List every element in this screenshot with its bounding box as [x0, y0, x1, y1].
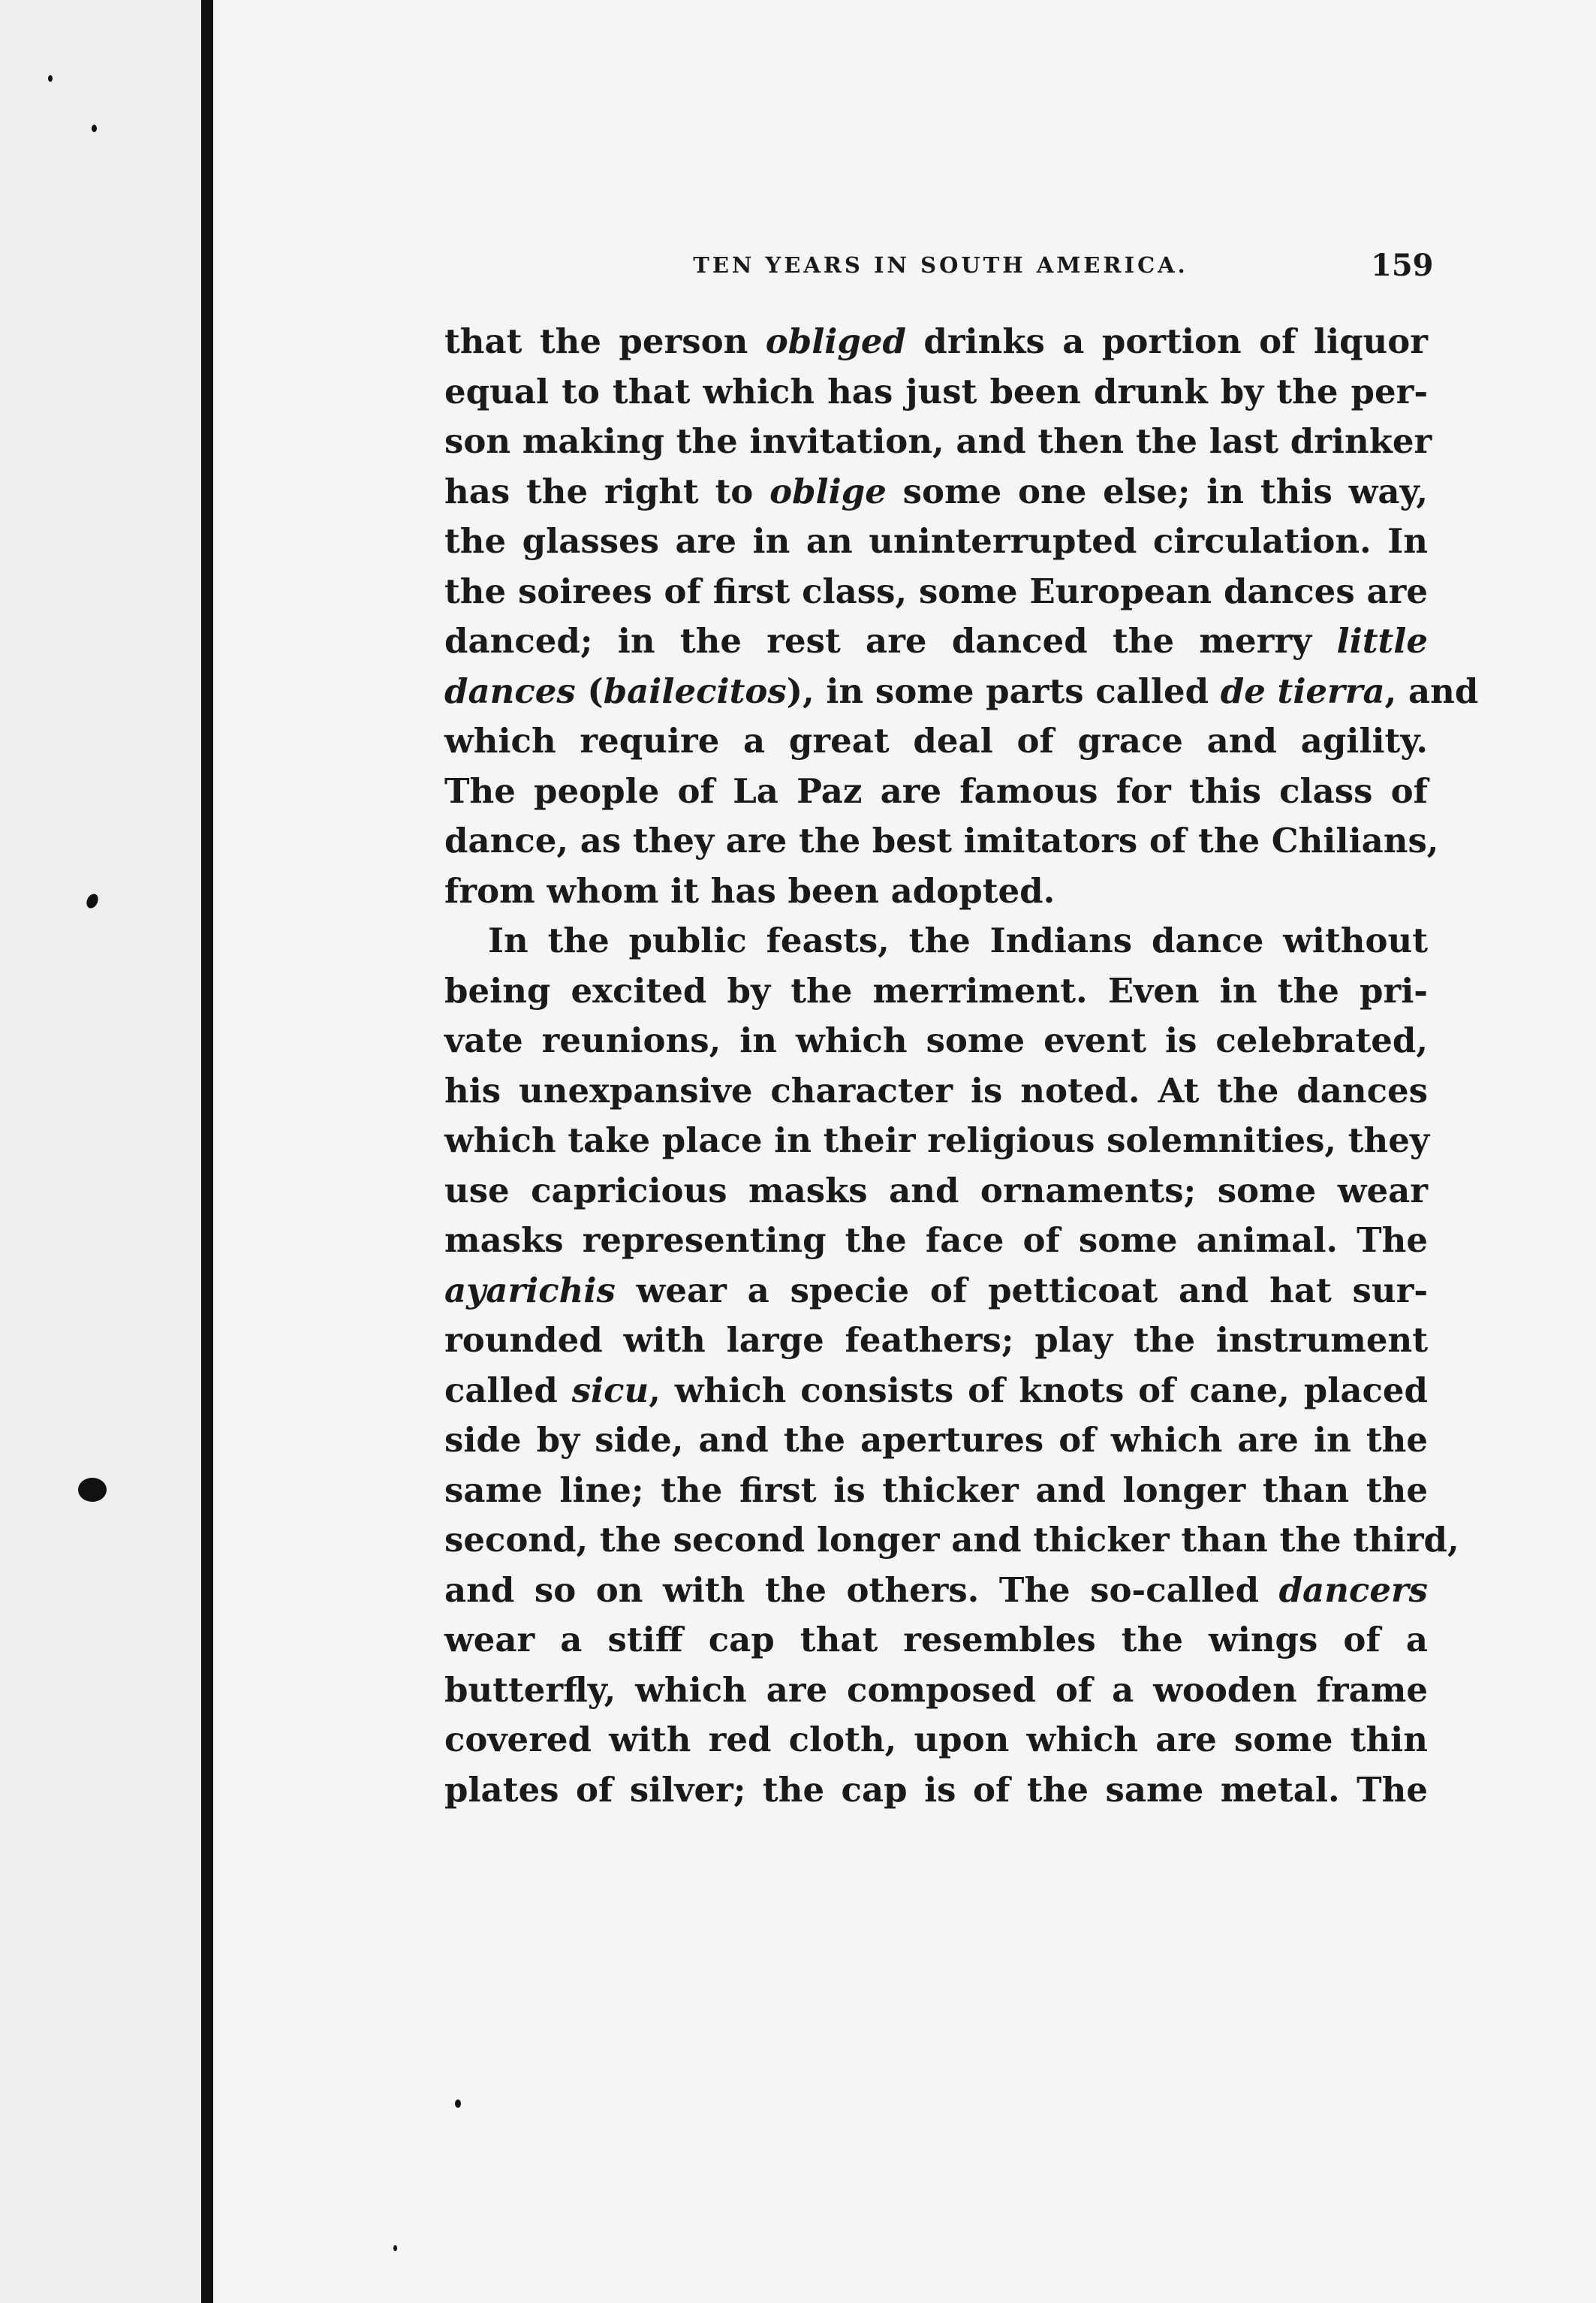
text-run: second, the second longer and thicker than the third, — [444, 1520, 1459, 1560]
text-run: son making the invitation, and then the last drinker — [444, 421, 1432, 461]
text-line — [444, 1216, 1428, 1266]
text-run: called — [444, 1370, 572, 1410]
ink-speck — [393, 2245, 397, 2251]
text-run: plates of silver; the cap is of the same metal. The — [444, 1769, 1428, 1810]
text-line — [444, 716, 1428, 767]
text-line — [444, 1615, 1428, 1665]
text-line — [444, 1715, 1428, 1765]
ink-speck — [78, 1478, 107, 1502]
text-run: vate reunions, in which some event is celebrated, — [444, 1020, 1428, 1060]
text-run: rounded with large feathers; play the instrument — [444, 1320, 1428, 1360]
text-line — [444, 1765, 1428, 1816]
italic-term: oblige — [769, 471, 887, 511]
text-run: equal to that which has just been drunk by the per- — [444, 371, 1428, 411]
text-run: his unexpansive character is noted. At the dances — [444, 1070, 1428, 1111]
text-line — [444, 1566, 1428, 1616]
text-line — [444, 1466, 1428, 1516]
text-line — [444, 667, 1479, 717]
text-run: ( — [575, 671, 604, 711]
text-run: the soirees of first class, some European dances are — [444, 571, 1428, 611]
italic-term: sicu — [571, 1370, 649, 1410]
text-line — [444, 317, 1428, 367]
text-line — [444, 1066, 1428, 1117]
body-text — [444, 317, 1479, 1815]
text-run: some one else; in this way, — [886, 471, 1428, 511]
ink-speck — [48, 75, 53, 82]
text-run: and so on with the others. The so-called — [444, 1569, 1279, 1610]
text-line — [444, 816, 1439, 867]
text-line — [444, 767, 1428, 817]
page-number: 159 — [1371, 248, 1434, 283]
text-run: being excited by the merriment. Even in the pri- — [444, 970, 1428, 1011]
text-line — [444, 1366, 1428, 1416]
italic-term: ayarichis — [444, 1270, 616, 1310]
text-run: masks representing the face of some animal. The — [444, 1220, 1428, 1260]
text-run: wear a specie of petticoat and hat sur- — [615, 1270, 1428, 1310]
text-run: ), in some parts called — [786, 671, 1221, 711]
text-line — [444, 1665, 1428, 1716]
text-run: which take place in their religious solemnities, they — [444, 1120, 1430, 1160]
text-line — [444, 1166, 1428, 1216]
text-line — [444, 916, 1428, 966]
text-run: use capricious masks and ornaments; some wear — [444, 1170, 1428, 1210]
text-line — [444, 467, 1428, 517]
text-run: drinks a portion of liquor — [905, 321, 1428, 361]
text-run: , and — [1384, 671, 1479, 711]
text-run: , which consists of knots of cane, placed — [649, 1370, 1428, 1410]
text-run: that the person — [444, 321, 766, 361]
text-run: side by side, and the apertures of which are in the — [444, 1420, 1428, 1460]
italic-term: de tierra — [1220, 671, 1385, 711]
text-run: has the right to — [444, 471, 770, 511]
text-run: In the public feasts, the Indians dance without — [488, 921, 1428, 960]
italic-term: dances — [444, 671, 576, 711]
text-line — [444, 567, 1428, 617]
spine-rule — [201, 0, 213, 2303]
text-run: The people of La Paz are famous for this class of — [444, 770, 1428, 811]
text-run: which require a great deal of grace and agility. — [444, 721, 1428, 761]
text-run: the glasses are in an uninterrupted circulation. In — [444, 521, 1428, 561]
ink-speck — [92, 125, 97, 132]
text-run: covered with red cloth, upon which are some thin — [444, 1720, 1428, 1759]
text-line — [444, 367, 1428, 417]
running-head: TEN YEARS IN SOUTH AMERICA. — [693, 252, 1188, 278]
italic-term: little — [1336, 621, 1428, 661]
text-line — [444, 1415, 1428, 1466]
text-line — [444, 1116, 1428, 1166]
text-line — [444, 616, 1428, 667]
text-run: wear a stiff cap that resembles the wings of a — [444, 1620, 1428, 1659]
text-run: from whom it has been adopted. — [444, 870, 1055, 911]
text-run: same line; the first is thicker and longer than the — [444, 1470, 1428, 1510]
left-margin — [0, 0, 201, 2303]
text-run: danced; in the rest are danced the merry — [444, 621, 1337, 661]
italic-term: obliged — [765, 321, 906, 361]
text-line — [444, 517, 1428, 567]
ink-speck — [455, 2100, 461, 2108]
text-line — [444, 417, 1432, 467]
text-line — [444, 1316, 1428, 1366]
text-line — [444, 1266, 1428, 1316]
italic-term: bailecitos — [603, 671, 787, 711]
text-run: dance, as they are the best imitators of the Chilians, — [444, 821, 1439, 861]
text-line — [444, 1016, 1428, 1066]
text-run: butterfly, which are composed of a wooden frame — [444, 1669, 1428, 1710]
italic-term: dancers — [1278, 1569, 1428, 1610]
text-line — [444, 867, 1428, 917]
text-line — [444, 1515, 1459, 1566]
ink-speck — [84, 892, 100, 910]
text-line — [444, 966, 1428, 1017]
